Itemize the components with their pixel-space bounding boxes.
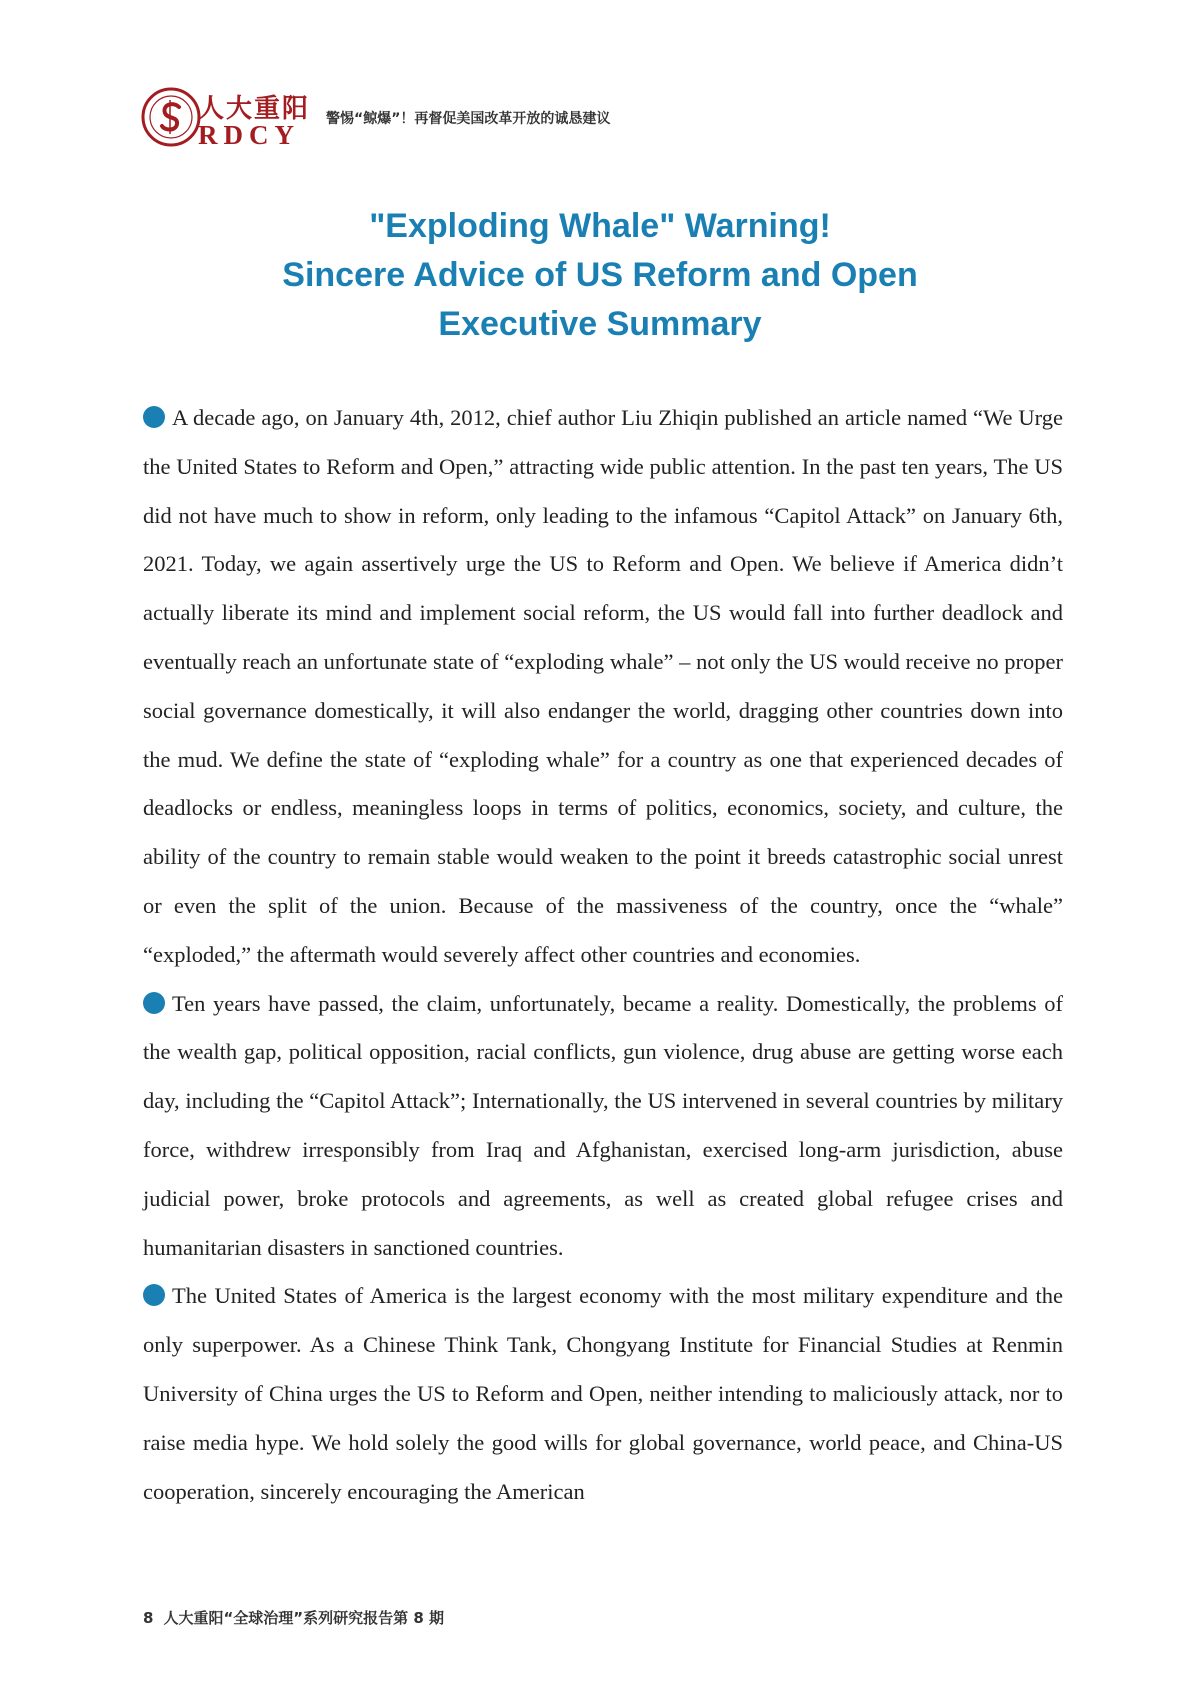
logo-chinese-text: 人大重阳 (198, 94, 311, 124)
title-line-2: Sincere Advice of US Reform and Open (282, 256, 918, 294)
bullet-icon (143, 992, 165, 1014)
paragraph (143, 1272, 1063, 1516)
document-title (0, 202, 1200, 349)
logo-english-text: RDCY (198, 120, 300, 150)
paragraph-text: A decade ago, on January 4th, 2012, chief author Liu Zhiqin published an article named “We Urge the United States to Reform and Open,” attracting wide public attention. In the past ten years, The US did not have much to show in reform, only leading to the infamous “Capitol Attack” on January 6th, 2021. Today, we again assertively urge the US to Reform and Open. We believe if America didn’t actually liberate its mind and implement social reform, the US would fall into further deadlock and eventually reach an unfortunate state of “exploding whale” – not only the US would receive no proper social governance domestically, it will also endanger the world, dragging other countries down into the mud. We define the state of “exploding whale” for a country as one that experienced decades of deadlocks or endless, meaningless loops in terms of politics, economics, society, and culture, the ability of the country to remain stable would weaken to the point it breeds catastrophic social unrest or even the split of the union. Because of the massiveness of the country, once the “whale” “exploded,” the aftermath would severely affect other countries and economies. (143, 405, 1063, 967)
header-title: 警惕“鲸爆”！再督促美国改革开放的诚恳建议 (326, 111, 611, 127)
body-text (143, 394, 1063, 1516)
paragraph-text: The United States of America is the largest economy with the most military expenditure and the only superpower. As a Chinese Think Tank, Chongyang Institute for Financial Studies at Renmin University of China urges the US to Reform and Open, neither intending to maliciously attack, nor to raise media hype. We hold solely the good wills for global governance, world peace, and China-US cooperation, sincerely encouraging the American (143, 1283, 1063, 1504)
rdcy-logo-icon (140, 86, 202, 148)
bullet-icon (143, 406, 165, 428)
footer-text: 人大重阳“全球治理”系列研究报告第 8 期 (163, 1609, 445, 1627)
title-line-1: "Exploding Whale" Warning! (369, 207, 831, 245)
paragraph (143, 394, 1063, 980)
bullet-icon (143, 1284, 165, 1306)
page-number: 8 (143, 1609, 154, 1627)
paragraph-text: Ten years have passed, the claim, unfortunately, became a reality. Domestically, the problems of the wealth gap, political opposition, racial conflicts, gun violence, drug abuse are getting worse each day, including the “Capitol Attack”; Internationally, the US intervened in several countries by military force, withdrew irresponsibly from Iraq and Afghanistan, exercised long-arm jurisdiction, abuse judicial power, broke protocols and agreements, as well as created global refugee crises and humanitarian disasters in sanctioned countries. (143, 990, 1063, 1260)
title-line-3: Executive Summary (438, 305, 762, 343)
page-footer (143, 1607, 444, 1628)
paragraph (143, 980, 1063, 1273)
page-header (140, 86, 1040, 156)
